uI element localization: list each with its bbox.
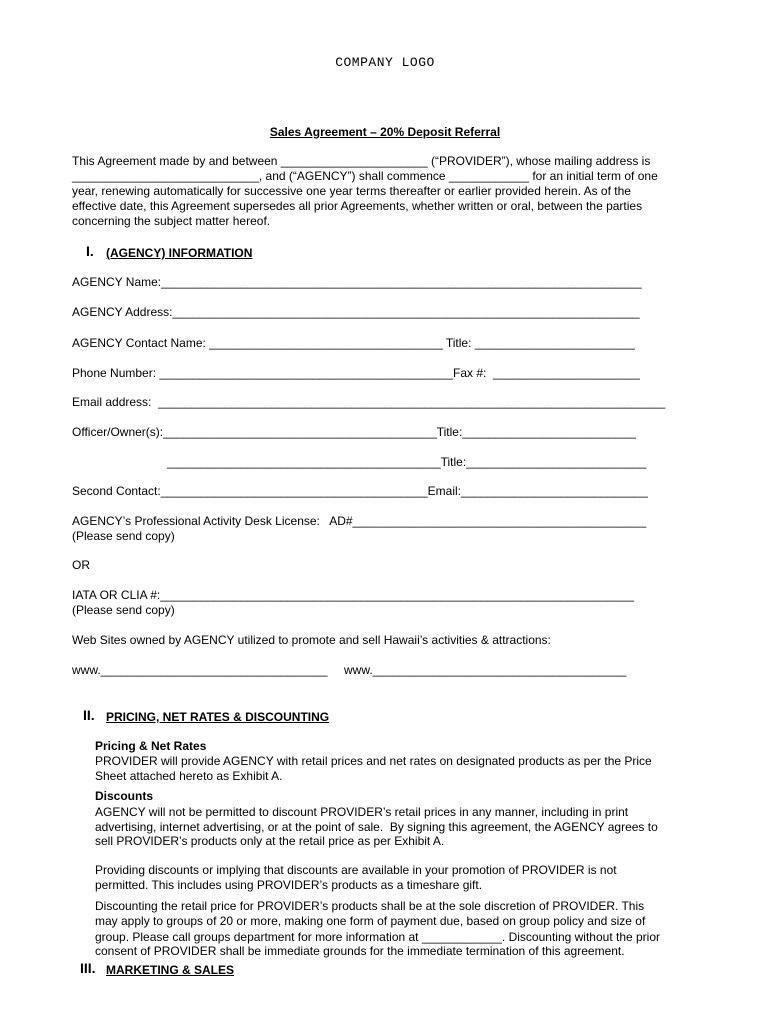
officer-owner-field: Officer/Owner(s):_________________________________________Title:__________________________ [72,425,636,439]
section-2-title: PRICING, NET RATES & DISCOUNTING [106,710,330,724]
iata-note: (Please send copy) [72,603,175,617]
or-text: OR [72,558,90,572]
discounts-line: advertising, internet advertising, or at the point of sale. By signing this agreement, the AGENCY agrees to [95,820,658,834]
section-1-title: (AGENCY) INFORMATION [106,246,253,260]
pricing-heading: Pricing & Net Rates [95,739,207,753]
intro-line: effective date, this Agreement supersedes all prior Agreements, whether written or oral, between the parties [72,199,643,213]
officer-owner-field-2: _________________________________________Title:___________________________ [167,455,647,469]
discounts-line: group. Please call groups department for more information at ____________. Discounting without the prior [95,930,661,944]
discounts-line: Discounting the retail price for PROVIDER’s products shall be at the sole discretion of PROVIDER. This [95,899,645,913]
pricing-line: PROVIDER will provide AGENCY with retail prices and net rates on designated products as per the Price [95,754,652,768]
license-field: AGENCY’s Professional Activity Desk License: AD#____________________________________________ [72,514,647,528]
section-1-number: I. [86,243,94,259]
discounts-heading: Discounts [95,789,154,803]
intro-line: This Agreement made by and between ______________________ (“PROVIDER”), whose mailing address is [72,154,651,168]
website-field-2: www.______________________________________ [344,663,627,677]
websites-text: Web Sites owned by AGENCY utilized to promote and sell Hawaii’s activities & attractions: [72,633,551,647]
document-title: Sales Agreement – 20% Deposit Referral [269,125,501,139]
email-field: Email address: ____________________________________________________________________________ [72,395,666,409]
agency-address-field: AGENCY Address:______________________________________________________________________ [72,305,640,319]
discounts-line: Providing discounts or implying that discounts are available in your promotion of PROVIDER is not [95,863,617,877]
agency-name-field: AGENCY Name:________________________________________________________________________ [72,275,642,289]
company-logo: COMPANY LOGO [335,55,435,70]
discounts-line: consent of PROVIDER shall be immediate grounds for the immediate termination of this agreement. [95,944,625,958]
intro-line: ____________________________, and (“AGENCY”) shall commence ____________ for an initial term of one [72,169,658,183]
website-field-1: www.__________________________________ [72,663,328,677]
phone-fax-field: Phone Number: ____________________________________________Fax #: ______________________ [72,366,640,380]
section-3-title: MARKETING & SALES [106,963,235,977]
pricing-line: Sheet attached hereto as Exhibit A. [95,769,283,783]
section-2-number: II. [83,707,95,723]
discounts-line: permitted. This includes using PROVIDER’s products as a timeshare gift. [95,878,483,892]
intro-line: year, renewing automatically for successive one year terms thereafter or earlier provided herein. As of the [72,184,631,198]
discounts-line: sell PROVIDER’s products only at the retail price as per Exhibit A. [95,834,445,848]
discounts-line: may apply to groups of 20 or more, making one form of payment due, based on group policy and size of [95,914,646,928]
section-3-number: III. [80,960,96,976]
iata-field: IATA OR CLIA #:_______________________________________________________________________ [72,588,635,602]
second-contact-field: Second Contact:________________________________________Email:____________________________ [72,484,648,498]
intro-line: concerning the subject matter hereof. [72,214,271,228]
discounts-line: AGENCY will not be permitted to discount PROVIDER’s retail prices in any manner, including in print [95,805,629,819]
license-note: (Please send copy) [72,529,175,543]
agency-contact-field: AGENCY Contact Name: ___________________________________ Title: ________________________ [72,336,635,350]
